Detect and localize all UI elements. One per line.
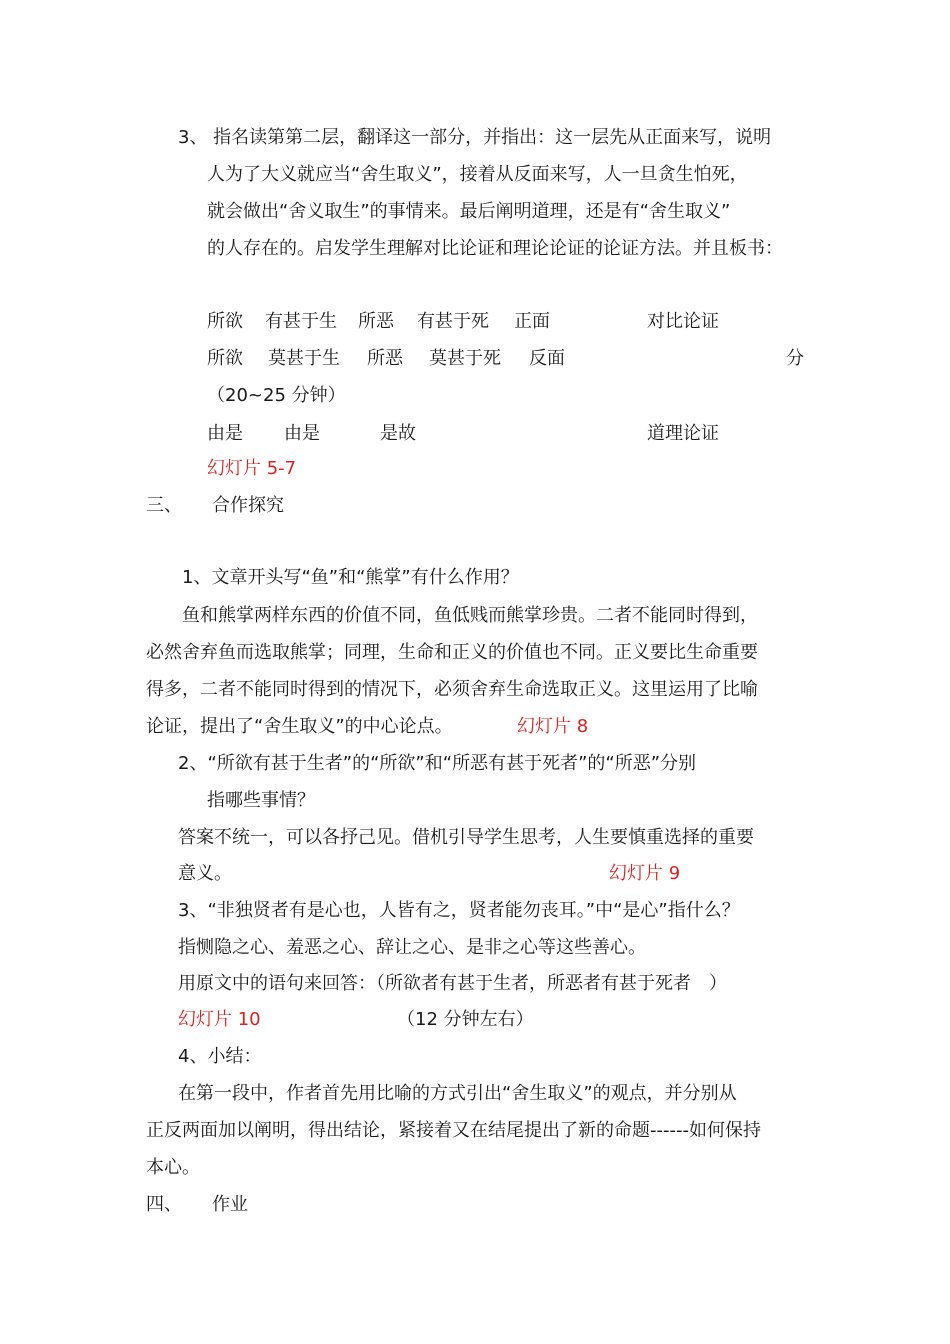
section-number: 三、 (146, 495, 182, 516)
slide-ref: 幻灯片 5-7 (207, 458, 297, 479)
answer-1-line1: 鱼和熊掌两样东西的价值不同，鱼低贱而熊掌珍贵。二者不能同时得到， (182, 605, 758, 626)
board-cell: 由是 (284, 423, 320, 444)
answer-2-line1: 答案不统一，可以各抒己见。借机引导学生思考，人生要慎重选择的重要 (178, 827, 754, 848)
board-cell: 所恶 (358, 311, 394, 332)
board-cell: 有甚于生 (265, 311, 337, 332)
board-cell: 所欲 (207, 348, 243, 369)
question-3: 3、“非独贤者有是心也，人皆有之，贤者能勿丧耳。”中“是心”指什么？ (178, 900, 740, 921)
board-cell: 所恶 (367, 348, 403, 369)
board-cell: 由是 (207, 423, 243, 444)
slide-ref: 幻灯片 10 (178, 1009, 261, 1030)
summary-title: 4、小结： (178, 1046, 262, 1067)
summary-line2: 正反两面加以阐明，得出结论，紧接着又在结尾提出了新的命题------如何保持 (146, 1120, 761, 1141)
section-title: 作业 (212, 1194, 248, 1215)
question-2-line1: 2、“所欲有甚于生者”的“所欲”和“所恶有甚于死者”的“所恶”分别 (178, 753, 697, 774)
slide-ref: 幻灯片 9 (609, 863, 681, 884)
board-cell: 正面 (514, 311, 550, 332)
p3-line3: 就会做出“舍义取生”的事情来。最后阐明道理，还是有“舍生取义” (207, 201, 731, 222)
section-number: 四、 (146, 1194, 182, 1215)
p3-line1: 3、 指名读第第二层，翻译这一部分，并指出：这一层先从正面来写，说明 (178, 127, 772, 148)
board-cell: 有甚于死 (417, 311, 489, 332)
time-note: （20~25 分钟） (207, 385, 346, 406)
answer-2-line2: 意义。 (178, 863, 232, 884)
answer-1-line3: 得多，二者不能同时得到的情况下，必须舍弃生命选取正义。这里运用了比喻 (146, 679, 758, 700)
slide-ref: 幻灯片 8 (517, 716, 589, 737)
p3-line4: 的人存在的。启发学生理解对比论证和理论论证的论证方法。并且板书： (207, 238, 783, 259)
board-cell: 分 (786, 348, 804, 369)
board-cell: 所欲 (207, 311, 243, 332)
board-cell: 反面 (529, 348, 565, 369)
summary-line1: 在第一段中，作者首先用比喻的方式引出“舍生取义”的观点，并分别从 (178, 1083, 737, 1104)
summary-line3: 本心。 (146, 1157, 200, 1178)
time-note: （12 分钟左右） (397, 1009, 534, 1030)
answer-3-line2: 用原文中的语句来回答：（所欲者有甚于生者，所恶者有甚于死者 ） (178, 973, 727, 994)
board-cell: 对比论证 (647, 311, 719, 332)
board-cell: 道理论证 (647, 423, 719, 444)
section-title: 合作探究 (212, 495, 284, 516)
question-2-line2: 指哪些事情？ (207, 790, 315, 811)
board-cell: 是故 (380, 423, 416, 444)
answer-1-line2: 必然舍弃鱼而选取熊掌；同理，生命和正义的价值也不同。正义要比生命重要 (146, 642, 758, 663)
answer-3-line1: 指恻隐之心、羞恶之心、辞让之心、是非之心等这些善心。 (178, 937, 646, 958)
question-1: 1、文章开头写“鱼”和“熊掌”有什么作用？ (182, 567, 519, 588)
board-cell: 莫甚于死 (429, 348, 501, 369)
p3-line2: 人为了大义就应当“舍生取义”，接着从反面来写，人一旦贪生怕死， (207, 164, 748, 185)
board-cell: 莫甚于生 (268, 348, 340, 369)
answer-1-line4: 论证，提出了“舍生取义”的中心论点。 (146, 716, 453, 737)
